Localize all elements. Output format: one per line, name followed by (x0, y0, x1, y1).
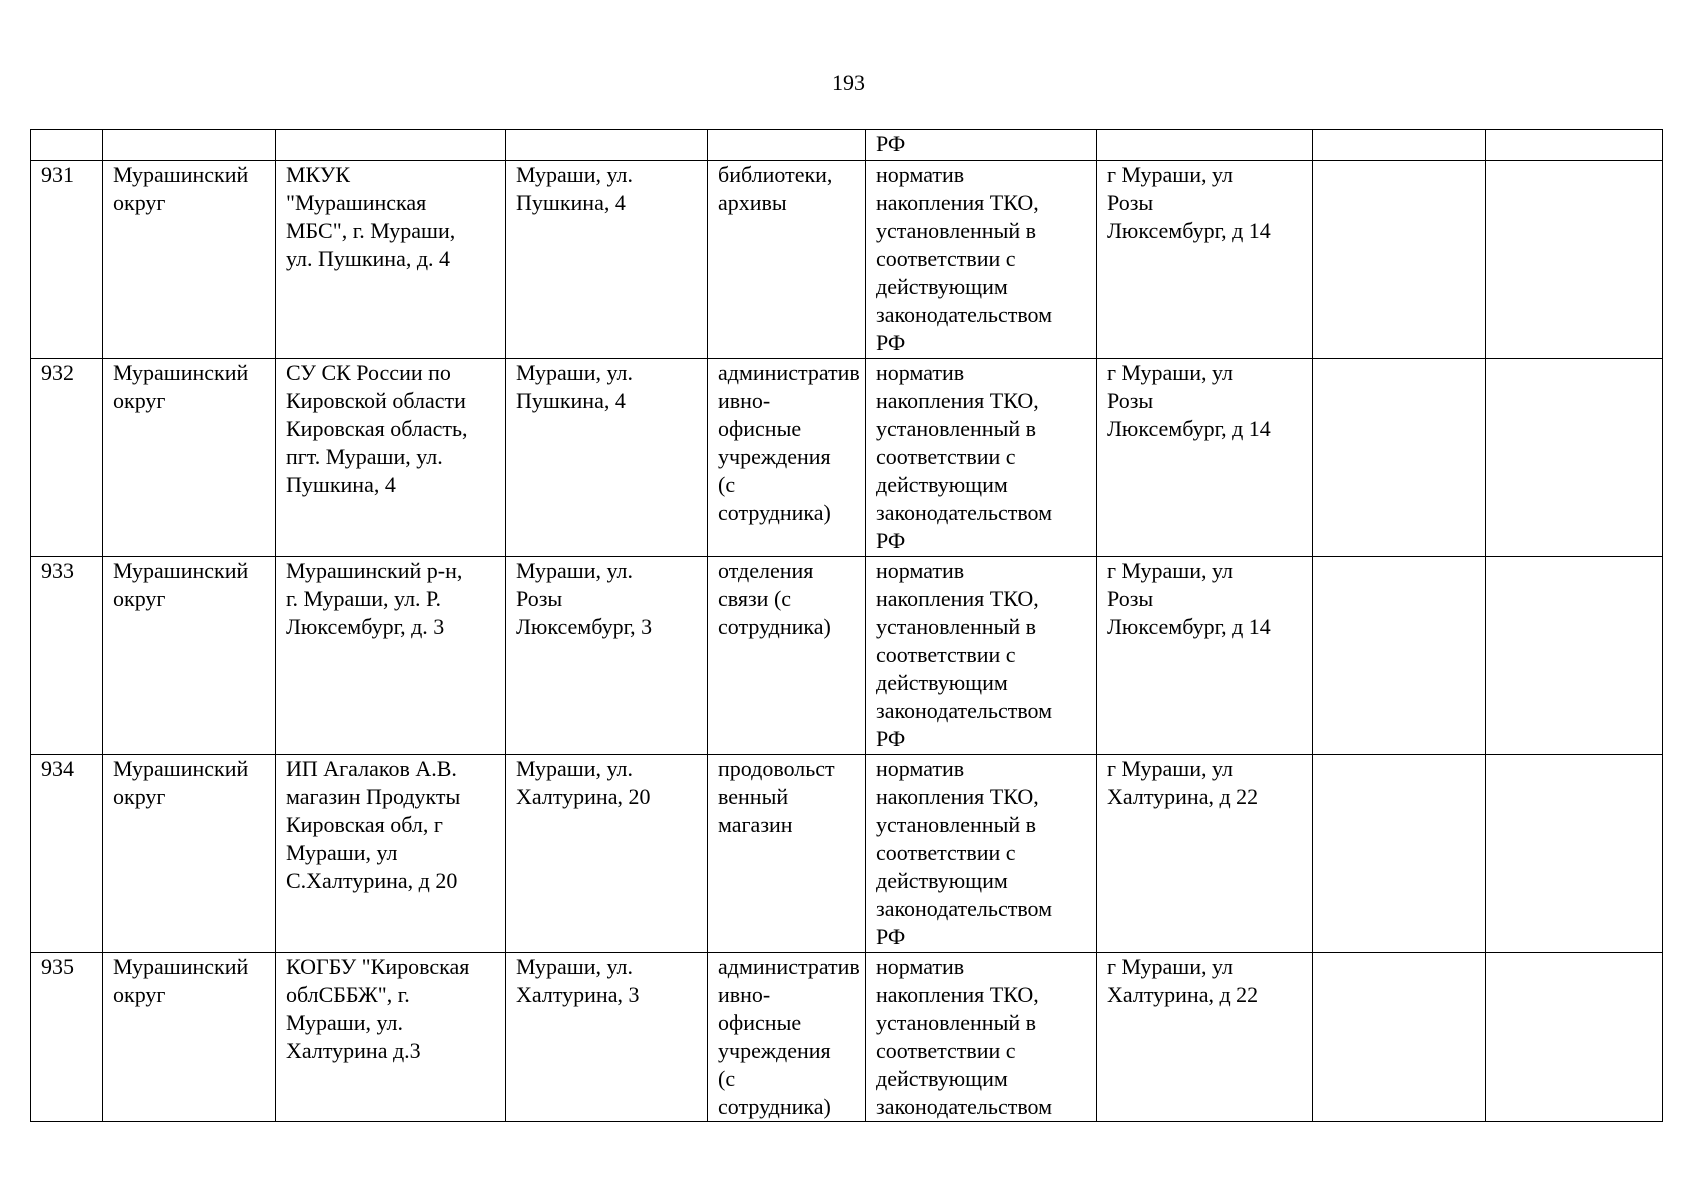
cell-category-line: архивы (718, 190, 787, 215)
cell-district (103, 557, 276, 755)
cell-category-line: магазин (718, 812, 793, 837)
cell-district-line: округ (113, 388, 166, 413)
cell-category-line: учреждения (718, 444, 831, 469)
cell-norm-line: установленный в (876, 614, 1037, 639)
cell-empty (1486, 130, 1663, 161)
cell-norm-line: установленный в (876, 416, 1037, 441)
cell-norm-line: норматив (876, 954, 965, 979)
cell-norm (866, 755, 1097, 953)
table-row (31, 557, 1663, 755)
cell-empty (276, 130, 506, 161)
cell-organization (276, 359, 506, 557)
cell-site-line: Халтурина, д 22 (1107, 982, 1259, 1007)
cell-norm-line: действующим (876, 868, 1008, 893)
cell-category-line: сотрудника) (718, 500, 831, 525)
cell-organization-line: Мураши, ул. (286, 1010, 404, 1035)
cell-category (708, 557, 866, 755)
cell-norm-line: накопления ТКО, (876, 586, 1039, 611)
cell-norm-line: РФ (876, 726, 906, 751)
cell-norm-line: накопления ТКО, (876, 388, 1039, 413)
cell-empty (1486, 557, 1663, 755)
cell-site (1097, 557, 1313, 755)
cell-organization-line: Люксембург, д. 3 (286, 614, 445, 639)
cell-norm-line: норматив (876, 756, 965, 781)
cell-category-line: сотрудника) (718, 614, 831, 639)
cell-address-line: Мураши, ул. (516, 558, 634, 583)
cell-address-line: Халтурина, 3 (516, 982, 640, 1007)
cell-district-line: округ (113, 190, 166, 215)
cell-norm-line: соответствии с (876, 444, 1016, 469)
page-number: 193 (832, 70, 865, 95)
cell-category-line: (с (718, 1066, 736, 1091)
cell-address-line: Халтурина, 20 (516, 784, 651, 809)
cell-norm-tail: РФ (866, 130, 1097, 161)
cell-norm-line: действующим (876, 1066, 1008, 1091)
cell-category-line: венный (718, 784, 789, 809)
cell-norm-line: накопления ТКО, (876, 784, 1039, 809)
cell-empty (1486, 953, 1663, 1122)
cell-organization-line: МКУК (286, 162, 351, 187)
table-row (31, 359, 1663, 557)
cell-organization-line: "Мурашинская (286, 190, 427, 215)
cell-norm-line: РФ (876, 528, 906, 553)
continuation-row (31, 130, 1663, 161)
cell-address (506, 161, 708, 359)
cell-category (708, 953, 866, 1122)
cell-site-line: г Мураши, ул (1107, 162, 1234, 187)
cell-norm-line: соответствии с (876, 246, 1016, 271)
cell-organization-line: Кировская обл, г (286, 812, 443, 837)
cell-norm-line: законодательством (876, 500, 1053, 525)
cell-organization-line: Кировской области (286, 388, 466, 413)
cell-norm-line: законодательством (876, 698, 1053, 723)
cell-norm-line: законодательством (876, 1094, 1053, 1119)
cell-number: 934 (31, 755, 103, 953)
cell-category-line: учреждения (718, 1038, 831, 1063)
cell-organization-line: ул. Пушкина, д. 4 (286, 246, 451, 271)
cell-organization (276, 755, 506, 953)
cell-address-line: Люксембург, 3 (516, 614, 653, 639)
cell-organization-line: пгт. Мураши, ул. (286, 444, 443, 469)
cell-norm-line: РФ (876, 924, 906, 949)
cell-category-line: отделения (718, 558, 814, 583)
table-row (31, 161, 1663, 359)
cell-district-line: Мурашинский (113, 756, 249, 781)
cell-category-line: ивно- (718, 982, 771, 1007)
cell-address-line: Розы (516, 586, 563, 611)
cell-category-line: библиотеки, (718, 162, 833, 187)
cell-address-line: Мураши, ул. (516, 162, 634, 187)
cell-site-line: Розы (1107, 586, 1154, 611)
cell-address-line: Мураши, ул. (516, 756, 634, 781)
cell-site-line: г Мураши, ул (1107, 360, 1234, 385)
cell-category-line: ивно- (718, 388, 771, 413)
cell-site (1097, 755, 1313, 953)
cell-norm-line: норматив (876, 558, 965, 583)
cell-category-line: административ (718, 360, 860, 385)
cell-empty (1486, 359, 1663, 557)
cell-empty (103, 130, 276, 161)
cell-category (708, 359, 866, 557)
cell-organization (276, 557, 506, 755)
cell-site-line: г Мураши, ул (1107, 558, 1234, 583)
cell-norm-line: действующим (876, 274, 1008, 299)
cell-empty (1313, 359, 1486, 557)
cell-organization-line: КОГБУ "Кировская (286, 954, 470, 979)
cell-norm-line: действующим (876, 670, 1008, 695)
cell-address (506, 953, 708, 1122)
cell-norm-line: установленный в (876, 812, 1037, 837)
cell-norm (866, 359, 1097, 557)
cell-category-line: офисные (718, 416, 802, 441)
cell-number: 931 (31, 161, 103, 359)
cell-site (1097, 953, 1313, 1122)
cell-norm-line: соответствии с (876, 840, 1016, 865)
cell-site-line: г Мураши, ул (1107, 954, 1234, 979)
table-row (31, 755, 1663, 953)
cell-number: 935 (31, 953, 103, 1122)
cell-number: 932 (31, 359, 103, 557)
cell-site-line: Люксембург, д 14 (1107, 218, 1271, 243)
cell-organization-line: Пушкина, 4 (286, 472, 396, 497)
cell-address-line: Пушкина, 4 (516, 388, 626, 413)
cell-site-line: Люксембург, д 14 (1107, 416, 1271, 441)
cell-norm-line: законодательством (876, 302, 1053, 327)
cell-organization-line: Кировская область, (286, 416, 468, 441)
cell-site-line: Халтурина, д 22 (1107, 784, 1259, 809)
cell-category-line: связи (с (718, 586, 792, 611)
cell-site (1097, 161, 1313, 359)
cell-district (103, 161, 276, 359)
cell-address-line: Мураши, ул. (516, 954, 634, 979)
cell-norm-line: действующим (876, 472, 1008, 497)
cell-address-line: Пушкина, 4 (516, 190, 626, 215)
cell-organization-line: ИП Агалаков А.В. (286, 756, 457, 781)
cell-norm-line: норматив (876, 162, 965, 187)
cell-district-line: Мурашинский (113, 954, 249, 979)
cell-organization (276, 161, 506, 359)
cell-category-line: административ (718, 954, 860, 979)
cell-norm-line: установленный в (876, 1010, 1037, 1035)
cell-norm (866, 557, 1097, 755)
cell-empty (1313, 755, 1486, 953)
cell-organization-line: СУ СК России по (286, 360, 451, 385)
cell-category-line: (с (718, 472, 736, 497)
cell-organization-line: Халтурина д.3 (286, 1038, 421, 1063)
cell-organization-line: Мураши, ул (286, 840, 398, 865)
cell-norm-line: накопления ТКО, (876, 190, 1039, 215)
cell-category-line: сотрудника) (718, 1094, 831, 1119)
cell-district-line: округ (113, 982, 166, 1007)
cell-norm-line: норматив (876, 360, 965, 385)
cell-address (506, 359, 708, 557)
cell-empty (1313, 557, 1486, 755)
cell-category-line: продовольст (718, 756, 835, 781)
cell-organization-line: г. Мураши, ул. Р. (286, 586, 442, 611)
cell-district (103, 359, 276, 557)
cell-address (506, 557, 708, 755)
cell-district-line: Мурашинский (113, 360, 249, 385)
cell-district-line: округ (113, 784, 166, 809)
cell-empty (1097, 130, 1313, 161)
cell-norm-line: РФ (876, 330, 906, 355)
cell-address-line: Мураши, ул. (516, 360, 634, 385)
cell-organization-line: облСББЖ", г. (286, 982, 410, 1007)
cell-norm-line: соответствии с (876, 642, 1016, 667)
registry-table (30, 129, 1663, 1122)
registry-table-body (31, 130, 1663, 1122)
cell-district (103, 953, 276, 1122)
cell-category-line: офисные (718, 1010, 802, 1035)
cell-norm (866, 953, 1097, 1122)
cell-site (1097, 359, 1313, 557)
cell-category (708, 755, 866, 953)
cell-organization-line: С.Халтурина, д 20 (286, 868, 458, 893)
cell-norm (866, 161, 1097, 359)
cell-empty (1486, 755, 1663, 953)
table-row (31, 953, 1663, 1122)
cell-address (506, 755, 708, 953)
cell-site-line: Розы (1107, 190, 1154, 215)
cell-empty (506, 130, 708, 161)
cell-organization-line: Мурашинский р-н, (286, 558, 463, 583)
cell-district-line: Мурашинский (113, 558, 249, 583)
cell-norm-line: установленный в (876, 218, 1037, 243)
cell-empty (1313, 953, 1486, 1122)
cell-site-line: г Мураши, ул (1107, 756, 1234, 781)
cell-norm-line: накопления ТКО, (876, 982, 1039, 1007)
cell-norm-line: соответствии с (876, 1038, 1016, 1063)
cell-organization-line: магазин Продукты (286, 784, 461, 809)
cell-empty (1313, 161, 1486, 359)
cell-district (103, 755, 276, 953)
cell-site-line: Розы (1107, 388, 1154, 413)
cell-number: 933 (31, 557, 103, 755)
cell-empty (31, 130, 103, 161)
cell-empty (1486, 161, 1663, 359)
cell-empty (708, 130, 866, 161)
cell-site-line: Люксембург, д 14 (1107, 614, 1271, 639)
cell-organization (276, 953, 506, 1122)
cell-district-line: округ (113, 586, 166, 611)
cell-category (708, 161, 866, 359)
cell-empty (1313, 130, 1486, 161)
cell-district-line: Мурашинский (113, 162, 249, 187)
cell-norm-line: законодательством (876, 896, 1053, 921)
cell-organization-line: МБС", г. Мураши, (286, 218, 456, 243)
